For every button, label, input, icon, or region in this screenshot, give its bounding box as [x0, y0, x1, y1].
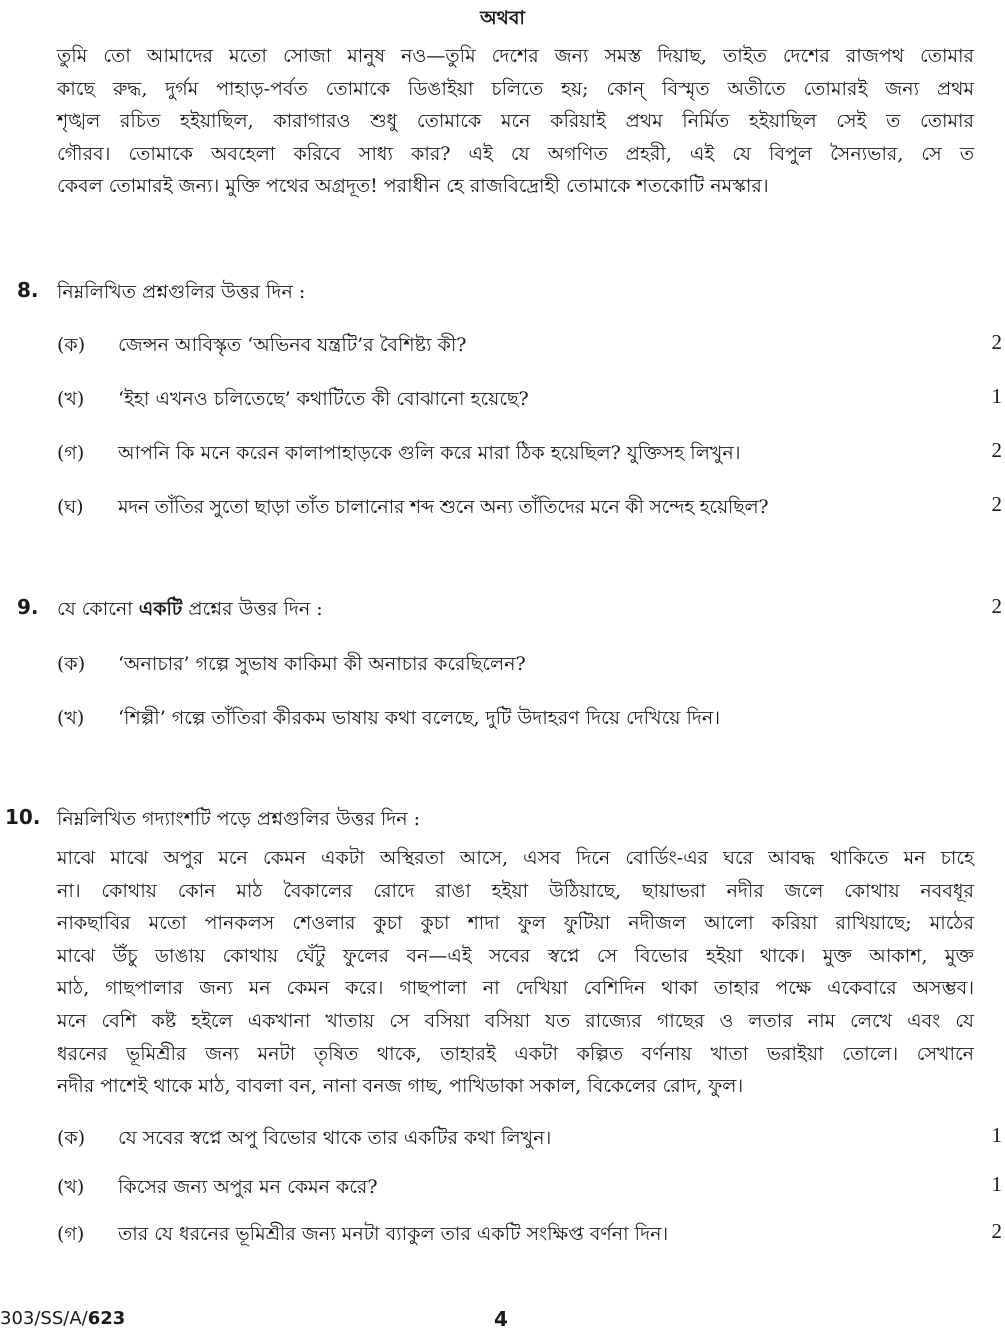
- passage-line: কাছে রুদ্ধ, দুর্গম পাহাড়-পর্বত তোমাকে ডিঙাইয়া চলিতে হয়; কোন্ বিস্মৃত অতীতে তোমারই জন্য প্রথম: [57, 77, 974, 100]
- q10-item-marks: 1: [991, 1172, 1002, 1196]
- q9-text-after: প্রশ্নের উত্তর দিন :: [182, 598, 323, 620]
- section-heading-othoba: অথবা: [480, 7, 525, 29]
- q8-item-text: ‘ইহা এখনও চলিতেছে’ কথাটিতে কী বোঝানো হয়েছে?: [118, 388, 529, 410]
- q8-item-text: মদন তাঁতির সুতো ছাড়া তাঁত চালানোর শব্দ শুনে অন্য তাঁতিদের মনে কী সন্দেহ হয়েছিল?: [118, 496, 769, 518]
- passage-line: মনে বেশি কষ্ট হইলে একখানা খাতায় সে বসিয়া বসিয়া যত রাজ্যের গাছের ও লতার নাম লেখে এবং যে: [57, 1009, 974, 1032]
- q10-item-label: (খ): [57, 1176, 85, 1198]
- q10-item-text: যে সবের স্বপ্নে অপু বিভোর থাকে তার একটির কথা লিখুন।: [118, 1127, 552, 1149]
- q8-item-label: (ক): [57, 334, 86, 356]
- q8-item-marks: 1: [991, 384, 1002, 408]
- q9-item-label: (ক): [57, 653, 86, 675]
- q8-item-label: (ঘ): [57, 496, 84, 518]
- passage-line: না। কোথায় কোন মাঠ বৈকালের রোদে রাঙা হইয়া উঠিয়াছে, ছায়াভরা নদীর জলে কোথায় নববধূর: [57, 879, 974, 902]
- question-10-text: নিম্নলিখিত গদ্যাংশটি পড়ে প্রশ্নগুলির উত্তর দিন :: [57, 808, 421, 830]
- q8-item-text: জেন্সন আবিস্কৃত ‘অভিনব যন্ত্রটি’র বৈশিষ্ট্য কী?: [118, 334, 467, 356]
- paper-code-prefix: 303/SS/A/: [0, 1308, 88, 1329]
- question-9-text: [57, 595, 323, 627]
- passage-line: ধরনের ভূমিশ্রীর জন্য মনটা তৃষিত থাকে, তাহারই একটা কল্পিত বর্ণনায় খাতা ভরাইয়া তোলে। সেখানে: [57, 1042, 974, 1065]
- q9-text-bold: একটি: [138, 598, 183, 620]
- q10-item-label: (গ): [57, 1223, 85, 1245]
- paper-code: [0, 1308, 125, 1329]
- q10-item-label: (ক): [57, 1127, 86, 1149]
- question-9-marks: 2: [991, 594, 1002, 618]
- paper-code-number: 623: [87, 1308, 126, 1329]
- q10-item-marks: 2: [991, 1219, 1002, 1243]
- passage-line: নদীর পাশেই থাকে মাঠ, বাবলা বন, নানা বনজ গাছ, পাখিডাকা সকাল, বিকেলের রোদ, ফুল।: [57, 1075, 744, 1098]
- q8-item-marks: 2: [991, 330, 1002, 354]
- passage-line: মাঠ, গাছপালার জন্য মন কেমন করে। গাছপালা না দেখিয়া বেশিদিন থাকা তাহার পক্ষে একেবারে অসম্ভব।: [57, 977, 974, 1000]
- q8-item-marks: 2: [991, 492, 1002, 516]
- passage-1: [57, 40, 974, 203]
- question-10-number: 10.: [5, 805, 41, 829]
- passage-line: নাকছাবির মতো পানকলস শেওলার কুচা কুচা শাদা ফুল ফুটিয়া নদীজল আলো করিয়া রাখিয়াছে; মাঠের: [57, 912, 974, 935]
- q10-item-text: কিসের জন্য অপুর মন কেমন করে?: [118, 1176, 378, 1198]
- question-8-number: 8.: [17, 278, 39, 302]
- q9-item-text: ‘শিল্পী’ গল্পে তাঁতিরা কীরকম ভাষায় কথা বলেছে, দুটি উদাহরণ দিয়ে দেখিয়ে দিন।: [118, 707, 720, 729]
- q8-item-text: আপনি কি মনে করেন কালাপাহাড়কে গুলি করে মারা ঠিক হয়েছিল? যুক্তিসহ লিখুন।: [118, 442, 741, 464]
- q8-item-marks: 2: [991, 438, 1002, 462]
- passage-line: মাঝে উঁচু ডাঙায় কোথায় ঘেঁটু ফুলের বন—এই সবের স্বপ্নে সে বিভোর হইয়া থাকে। মুক্ত আকাশ, মুক্ত: [57, 944, 974, 967]
- question-8-text: নিম্নলিখিত প্রশ্নগুলির উত্তর দিন :: [57, 281, 306, 303]
- q10-item-text: তার যে ধরনের ভূমিশ্রীর জন্য মনটা ব্যাকুল তার একটি সংক্ষিপ্ত বর্ণনা দিন।: [118, 1223, 669, 1245]
- passage-line: তুমি তো আমাদের মতো সোজা মানুষ নও—তুমি দেশের জন্য সমস্ত দিয়াছ, তাইত দেশের রাজপথ তোমার: [57, 45, 974, 67]
- question-9-number: 9.: [17, 595, 39, 619]
- q9-item-text: ‘অনাচার’ গল্পে সুভাষ কাকিমা কী অনাচার করেছিলেন?: [118, 653, 526, 675]
- q10-item-marks: 1: [991, 1123, 1002, 1147]
- passage-line: শৃঙ্খল রচিত হইয়াছিল, কারাগারও শুধু তোমাকে মনে করিয়াই প্রথম নির্মিত হইয়াছিল সেই ত তোমার: [57, 110, 974, 133]
- q8-item-label: (গ): [57, 442, 85, 464]
- passage-line: গৌরব। তোমাকে অবহেলা করিবে সাধ্য কার? এই যে অগণিত প্রহরী, এই যে বিপুল সৈন্যভার, সে ত: [57, 142, 974, 165]
- passage-line: মাঝে মাঝে অপুর মনে কেমন একটা অস্থিরতা আসে, এসব দিনে বোর্ডিং-এর ঘরে আবদ্ধ থাকিতে মন চাহে: [57, 847, 974, 869]
- page-number: 4: [494, 1307, 508, 1331]
- passage-line: কেবল তোমারই জন্য। মুক্তি পথের অগ্রদূত! পরাধীন হে রাজবিদ্রোহী তোমাকে শতকোটি নমস্কার।: [57, 175, 769, 198]
- q9-text-before: যে কোনো: [57, 598, 139, 620]
- q9-item-label: (খ): [57, 707, 85, 729]
- passage-2: [57, 842, 974, 1103]
- q8-item-label: (খ): [57, 388, 85, 410]
